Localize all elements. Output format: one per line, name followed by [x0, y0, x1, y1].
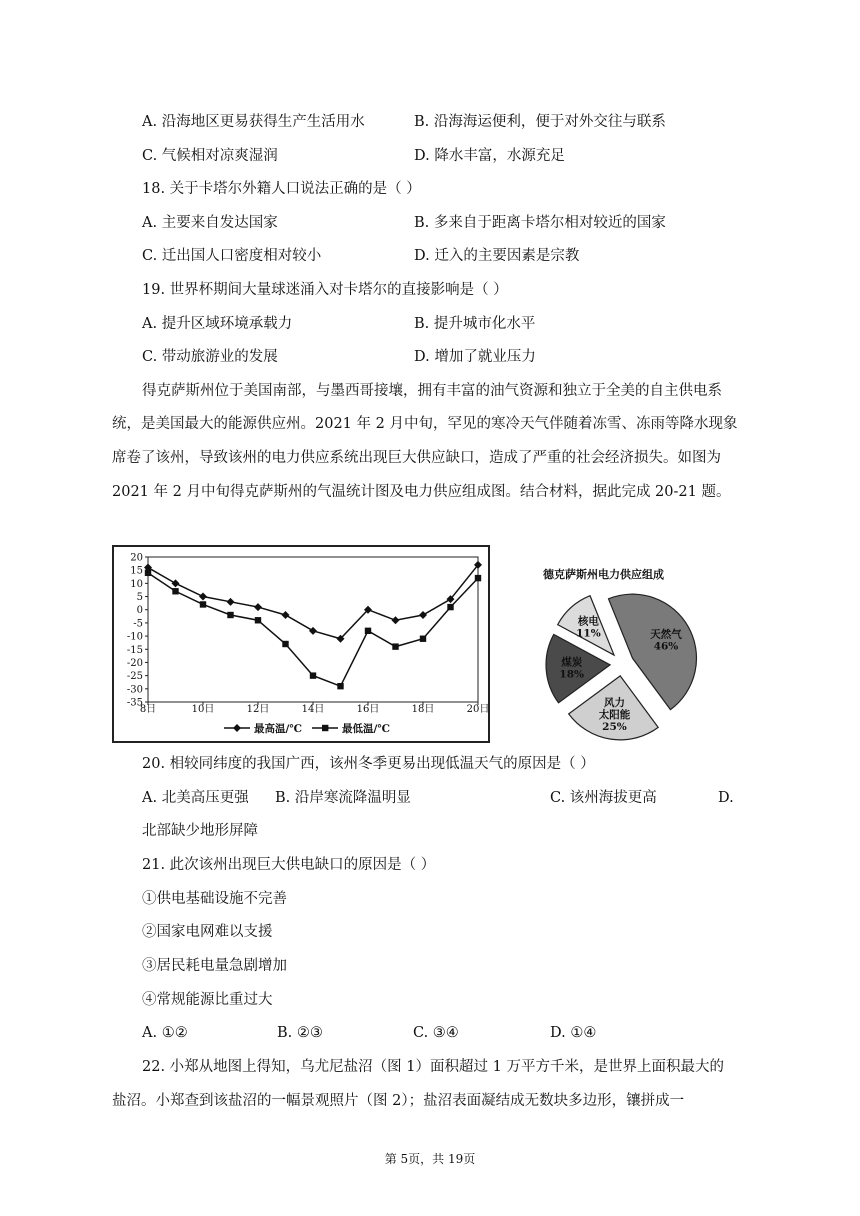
- y-tick-label: 0: [136, 605, 143, 617]
- pie-slice-label: 核电: [577, 615, 599, 628]
- legend-label-max: 最高温/℃: [254, 723, 302, 735]
- pie-slice-label: 太阳能: [598, 708, 631, 721]
- min-temp-point: [172, 588, 178, 594]
- y-tick-label: 20: [130, 552, 143, 564]
- x-tick-label: 18日: [411, 704, 435, 715]
- pie-slice-label: 风力: [603, 696, 625, 709]
- min-temp-point: [200, 601, 206, 607]
- x-tick-label: 12日: [246, 704, 270, 715]
- q18-option-c: C. 迁出国人口密度相对较小: [142, 248, 322, 264]
- q17-option-d: D. 降水丰富，水源充足: [414, 148, 565, 164]
- pie-slice-label: 煤炭: [561, 656, 583, 669]
- max-temp-point: [309, 627, 317, 635]
- pie-slice-label: 46%: [653, 640, 679, 653]
- q21-item-4: ④常规能源比重过大: [142, 992, 273, 1008]
- max-temp-point: [282, 611, 290, 619]
- max-temp-point: [392, 616, 400, 624]
- passage-line-3: 席卷了该州，导致该州的电力供应系统出现巨大供应缺口，造成了严重的社会经济损失。如图为: [112, 450, 721, 466]
- y-tick-label: 5: [136, 592, 143, 604]
- x-tick-label: 20日: [466, 704, 488, 715]
- q20-option-c: C. 该州海拔更高: [550, 790, 657, 806]
- q18-option-d: D. 迁入的主要因素是宗教: [414, 248, 580, 264]
- min-temp-point: [282, 641, 288, 647]
- min-temp-point: [420, 636, 426, 642]
- q19-option-c: C. 带动旅游业的发展: [142, 349, 278, 365]
- y-tick-label: -5: [133, 618, 143, 630]
- y-tick-label: -30: [126, 684, 143, 696]
- q18-option-b: B. 多来自于距离卡塔尔相对较近的国家: [414, 215, 666, 231]
- max-temp-point: [172, 579, 180, 587]
- q21-item-1: ①供电基础设施不完善: [142, 891, 287, 907]
- max-temp-point: [419, 611, 427, 619]
- q18-stem: 18. 关于卡塔尔外籍人口说法正确的是（ ）: [142, 181, 421, 197]
- q20-option-d-text: 北部缺少地形屏障: [142, 823, 258, 839]
- pie-slice-label: 18%: [559, 668, 585, 681]
- pie-slice-label: 11%: [576, 627, 601, 640]
- q20-option-d-label: D.: [718, 790, 734, 806]
- min-temp-point: [447, 604, 453, 610]
- q21-option-c: C. ③④: [413, 1025, 459, 1041]
- min-temp-point: [475, 575, 481, 581]
- q21-option-d: D. ①④: [550, 1025, 597, 1041]
- legend-label-min: 最低温/℃: [342, 723, 390, 735]
- q18-option-a: A. 主要来自发达国家: [142, 215, 278, 231]
- q17-option-c: C. 气候相对凉爽湿润: [142, 148, 278, 164]
- q19-option-d: D. 增加了就业压力: [414, 349, 536, 365]
- y-tick-label: -10: [126, 631, 143, 643]
- q17-option-a: A. 沿海地区更易获得生产生活用水: [142, 114, 365, 130]
- min-temp-point: [365, 628, 371, 634]
- legend-marker-max: [233, 724, 241, 732]
- x-tick-label: 16日: [356, 704, 380, 715]
- temperature-chart-svg: [114, 547, 488, 741]
- q21-option-a: A. ①②: [142, 1025, 188, 1041]
- max-temp-point: [199, 593, 207, 601]
- pie-chart-title: 德克萨斯州电力供应组成: [543, 568, 664, 581]
- passage-line-1: 得克萨斯州位于美国南部，与墨西哥接壤，拥有丰富的油气资源和独立于全美的自主供电系: [142, 383, 722, 399]
- q17-option-b: B. 沿海海运便利，便于对外交往与联系: [414, 114, 666, 130]
- q19-stem: 19. 世界杯期间大量球迷涌入对卡塔尔的直接影响是（ ）: [142, 282, 508, 298]
- x-tick-label: 14日: [301, 704, 325, 715]
- q19-option-a: A. 提升区域环境承载力: [142, 316, 293, 332]
- q21-stem: 21. 此次该州出现巨大供电缺口的原因是（ ）: [142, 857, 436, 873]
- min-temp-point: [337, 683, 343, 689]
- x-tick-label: 8日: [139, 704, 157, 715]
- passage-line-4: 2021 年 2 月中旬得克萨斯州的气温统计图及电力供应组成图。结合材料，据此完成 20-21 题。: [112, 484, 731, 500]
- min-temp-point: [145, 570, 151, 576]
- y-tick-label: -20: [126, 657, 143, 669]
- power-supply-pie-chart: [522, 580, 722, 750]
- temperature-chart: [112, 545, 490, 743]
- y-tick-label: -15: [126, 644, 143, 656]
- q21-item-3: ③居民耗电量急剧增加: [142, 958, 287, 974]
- max-temp-point: [254, 603, 262, 611]
- q20-option-b: B. 沿岸寒流降温明显: [275, 790, 411, 806]
- y-tick-label: -25: [126, 671, 143, 683]
- pie-slice-label: 天然气: [650, 628, 682, 641]
- q20-stem: 20. 相较同纬度的我国广西，该州冬季更易出现低温天气的原因是（ ）: [142, 756, 595, 772]
- x-tick-label: 10日: [191, 704, 215, 715]
- page-footer: 第 5页，共 19页: [384, 1152, 476, 1166]
- q22-line-1: 22. 小郑从地图上得知，乌尤尼盐沼（图 1）面积超过 1 万平方千米，是世界上面积最大的: [142, 1059, 724, 1075]
- min-temp-point: [392, 643, 398, 649]
- max-temp-point: [227, 598, 235, 606]
- q22-line-2: 盐沼。小郑查到该盐沼的一幅景观照片（图 2）；盐沼表面凝结成无数块多边形，镶拼成一: [112, 1093, 685, 1109]
- y-tick-label: 15: [130, 565, 143, 577]
- q21-option-b: B. ②③: [277, 1025, 323, 1041]
- min-temp-point: [255, 617, 261, 623]
- passage-line-2: 统，是美国最大的能源供应州。2021 年 2 月中旬，罕见的寒冷天气伴随着冻雪、冻雨等降水现象: [112, 416, 738, 432]
- min-temp-point: [310, 672, 316, 678]
- q19-option-b: B. 提升城市化水平: [414, 316, 536, 332]
- q21-item-2: ②国家电网难以支援: [142, 924, 273, 940]
- legend-marker-min: [322, 725, 328, 731]
- y-tick-label: -35: [126, 697, 143, 709]
- y-tick-label: 10: [130, 578, 143, 590]
- min-temp-point: [227, 612, 233, 618]
- q20-option-a: A. 北美高压更强: [142, 790, 249, 806]
- pie-slice-label: 25%: [602, 720, 627, 733]
